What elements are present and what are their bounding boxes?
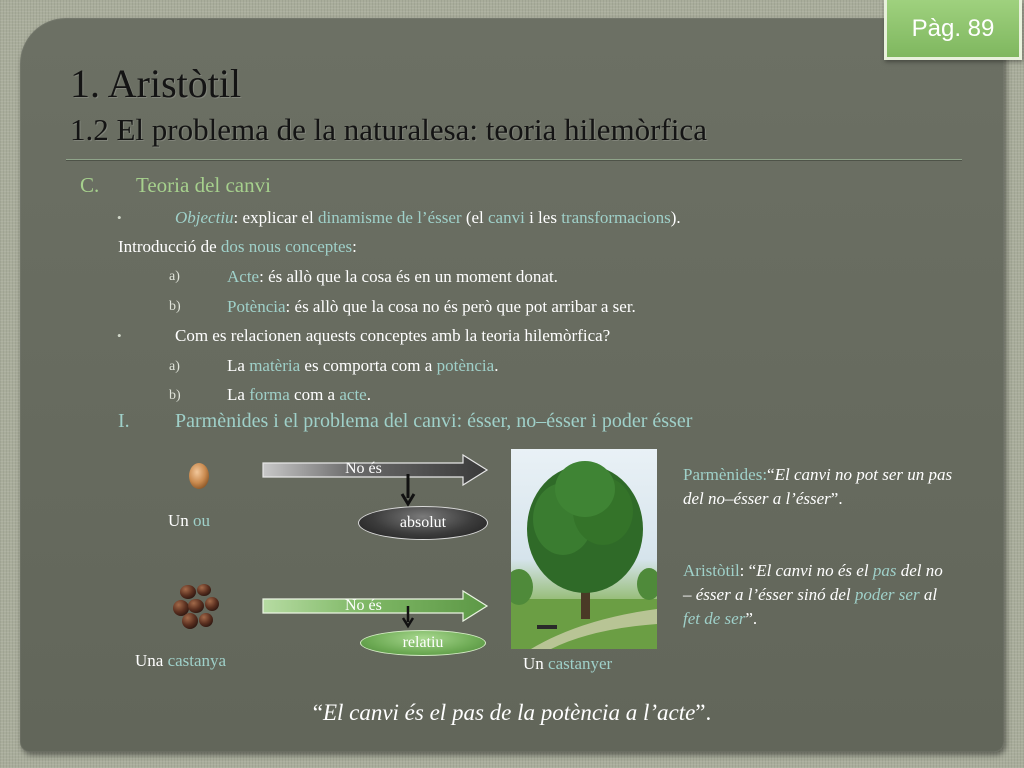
objective-text-2: (el bbox=[461, 208, 488, 227]
chestnut-caption bbox=[135, 651, 226, 671]
aristotil-open-quote: “ bbox=[748, 561, 757, 580]
aristotil-name: Aristòtil bbox=[683, 561, 740, 580]
parmenides-open-quote: “ bbox=[767, 465, 775, 484]
section-c-marker: C. bbox=[80, 173, 100, 197]
arrow-down-small-icon bbox=[399, 604, 417, 630]
parmenides-quote bbox=[683, 463, 953, 511]
absolute-badge: absolut bbox=[358, 506, 488, 540]
slide-subtitle: 1.2 El problema de la naturalesa: teoria hilemòrfica bbox=[70, 112, 707, 147]
intro-colon: : bbox=[352, 237, 357, 256]
egg-caption-term: ou bbox=[193, 511, 211, 530]
objective-transformacions: transformacions bbox=[561, 208, 671, 227]
relation-a-dot: . bbox=[494, 356, 499, 375]
aristotil-close-quote: ”. bbox=[745, 609, 758, 628]
relation-a-materia: matèria bbox=[249, 356, 301, 375]
relation-b-acte: acte bbox=[339, 385, 367, 404]
tree-caption-term: castanyer bbox=[548, 654, 613, 673]
parmenides-close-quote: ”. bbox=[830, 489, 843, 508]
arrow-bottom-label: No és bbox=[345, 597, 382, 614]
relation-a-text: La bbox=[227, 356, 250, 375]
bottom-quote-open: “ bbox=[312, 700, 323, 725]
arrow-top-label: No és bbox=[345, 460, 382, 477]
page-number-tag: Pàg. 89 bbox=[884, 0, 1022, 60]
relation-b-text-2: com a bbox=[289, 385, 340, 404]
relation-a-marker: a) bbox=[169, 359, 180, 374]
relation-b-forma: forma bbox=[249, 385, 290, 404]
tree-caption bbox=[523, 654, 612, 674]
intro-concepts: dos nous conceptes bbox=[220, 237, 353, 256]
aristotil-pas: pas bbox=[872, 561, 897, 580]
tree-caption-text: Un bbox=[523, 654, 549, 673]
chestnut-caption-term: castanya bbox=[167, 651, 227, 670]
parmenides-quote-text: El canvi no pot ser un pas del no–ésser a l’ésser bbox=[683, 465, 953, 508]
chestnuts-icon bbox=[168, 580, 226, 632]
objective-line bbox=[175, 208, 681, 228]
objective-text-4: ). bbox=[670, 208, 681, 227]
bottom-quote-close: ”. bbox=[695, 700, 712, 725]
section-i-heading: Parmènides i el problema del canvi: ésser, no–ésser i poder ésser bbox=[175, 410, 693, 432]
relation-forma bbox=[227, 385, 371, 405]
objective-canvi: canvi bbox=[488, 208, 525, 227]
question-line: Com es relacionen aquests conceptes amb la teoria hilemòrfica? bbox=[175, 326, 611, 345]
objective-text-3: i les bbox=[524, 208, 562, 227]
parmenides-name: Parmènides: bbox=[683, 465, 768, 484]
section-c-heading: Teoria del canvi bbox=[136, 173, 271, 197]
bullet-marker: • bbox=[117, 210, 122, 225]
bottom-quote-text: El canvi és el pas de la potència a l’acte bbox=[322, 700, 696, 725]
objective-term: Objectiu bbox=[175, 208, 234, 227]
bullet-marker-2: • bbox=[117, 328, 122, 343]
slide-title: 1. Aristòtil bbox=[70, 61, 242, 106]
concept-potencia-term: Potència bbox=[227, 297, 286, 316]
aristotil-q5: al bbox=[919, 585, 938, 604]
aristotil-q3: del no – ésser a l’ésser sinó del bbox=[683, 561, 943, 604]
concept-acte-text: : és allò que la cosa és en un moment donat. bbox=[259, 267, 558, 286]
egg-caption bbox=[168, 511, 210, 531]
aristotil-poder-ser: poder ser bbox=[854, 585, 920, 604]
title-divider bbox=[66, 159, 962, 161]
bottom-quote bbox=[0, 700, 1024, 726]
egg-icon bbox=[186, 460, 212, 492]
chestnut-caption-text: Una bbox=[135, 651, 168, 670]
concept-potencia-text: : és allò que la cosa no és però que pot arribar a ser. bbox=[285, 297, 636, 316]
relation-a-potencia: potència bbox=[436, 356, 495, 375]
chestnut-tree-image bbox=[511, 449, 657, 649]
relation-b-text: La bbox=[227, 385, 250, 404]
egg-caption-text: Un bbox=[168, 511, 194, 530]
section-i-marker: I. bbox=[118, 410, 130, 432]
relative-badge: relatiu bbox=[360, 630, 486, 656]
relation-materia bbox=[227, 356, 498, 376]
aristotil-colon: : bbox=[739, 561, 749, 580]
concept-acte bbox=[227, 267, 558, 287]
arrow-down-icon bbox=[399, 472, 417, 508]
intro-text: Introducció de bbox=[118, 237, 221, 256]
aristotil-quote bbox=[683, 559, 955, 631]
aristotil-q1: El canvi no és el bbox=[756, 561, 873, 580]
concept-a-marker: a) bbox=[169, 269, 180, 284]
intro-line bbox=[118, 237, 357, 257]
relation-b-dot: . bbox=[366, 385, 371, 404]
concept-potencia bbox=[227, 297, 636, 317]
aristotil-fet-de-ser: fet de ser bbox=[683, 609, 746, 628]
concept-acte-term: Acte bbox=[227, 267, 260, 286]
concept-b-marker: b) bbox=[169, 299, 181, 314]
objective-text: : explicar el bbox=[233, 208, 319, 227]
objective-dinamisme: dinamisme de l’ésser bbox=[318, 208, 462, 227]
tree-icon bbox=[511, 449, 657, 649]
relation-b-marker: b) bbox=[169, 388, 181, 403]
relation-a-text-2: es comporta com a bbox=[300, 356, 437, 375]
